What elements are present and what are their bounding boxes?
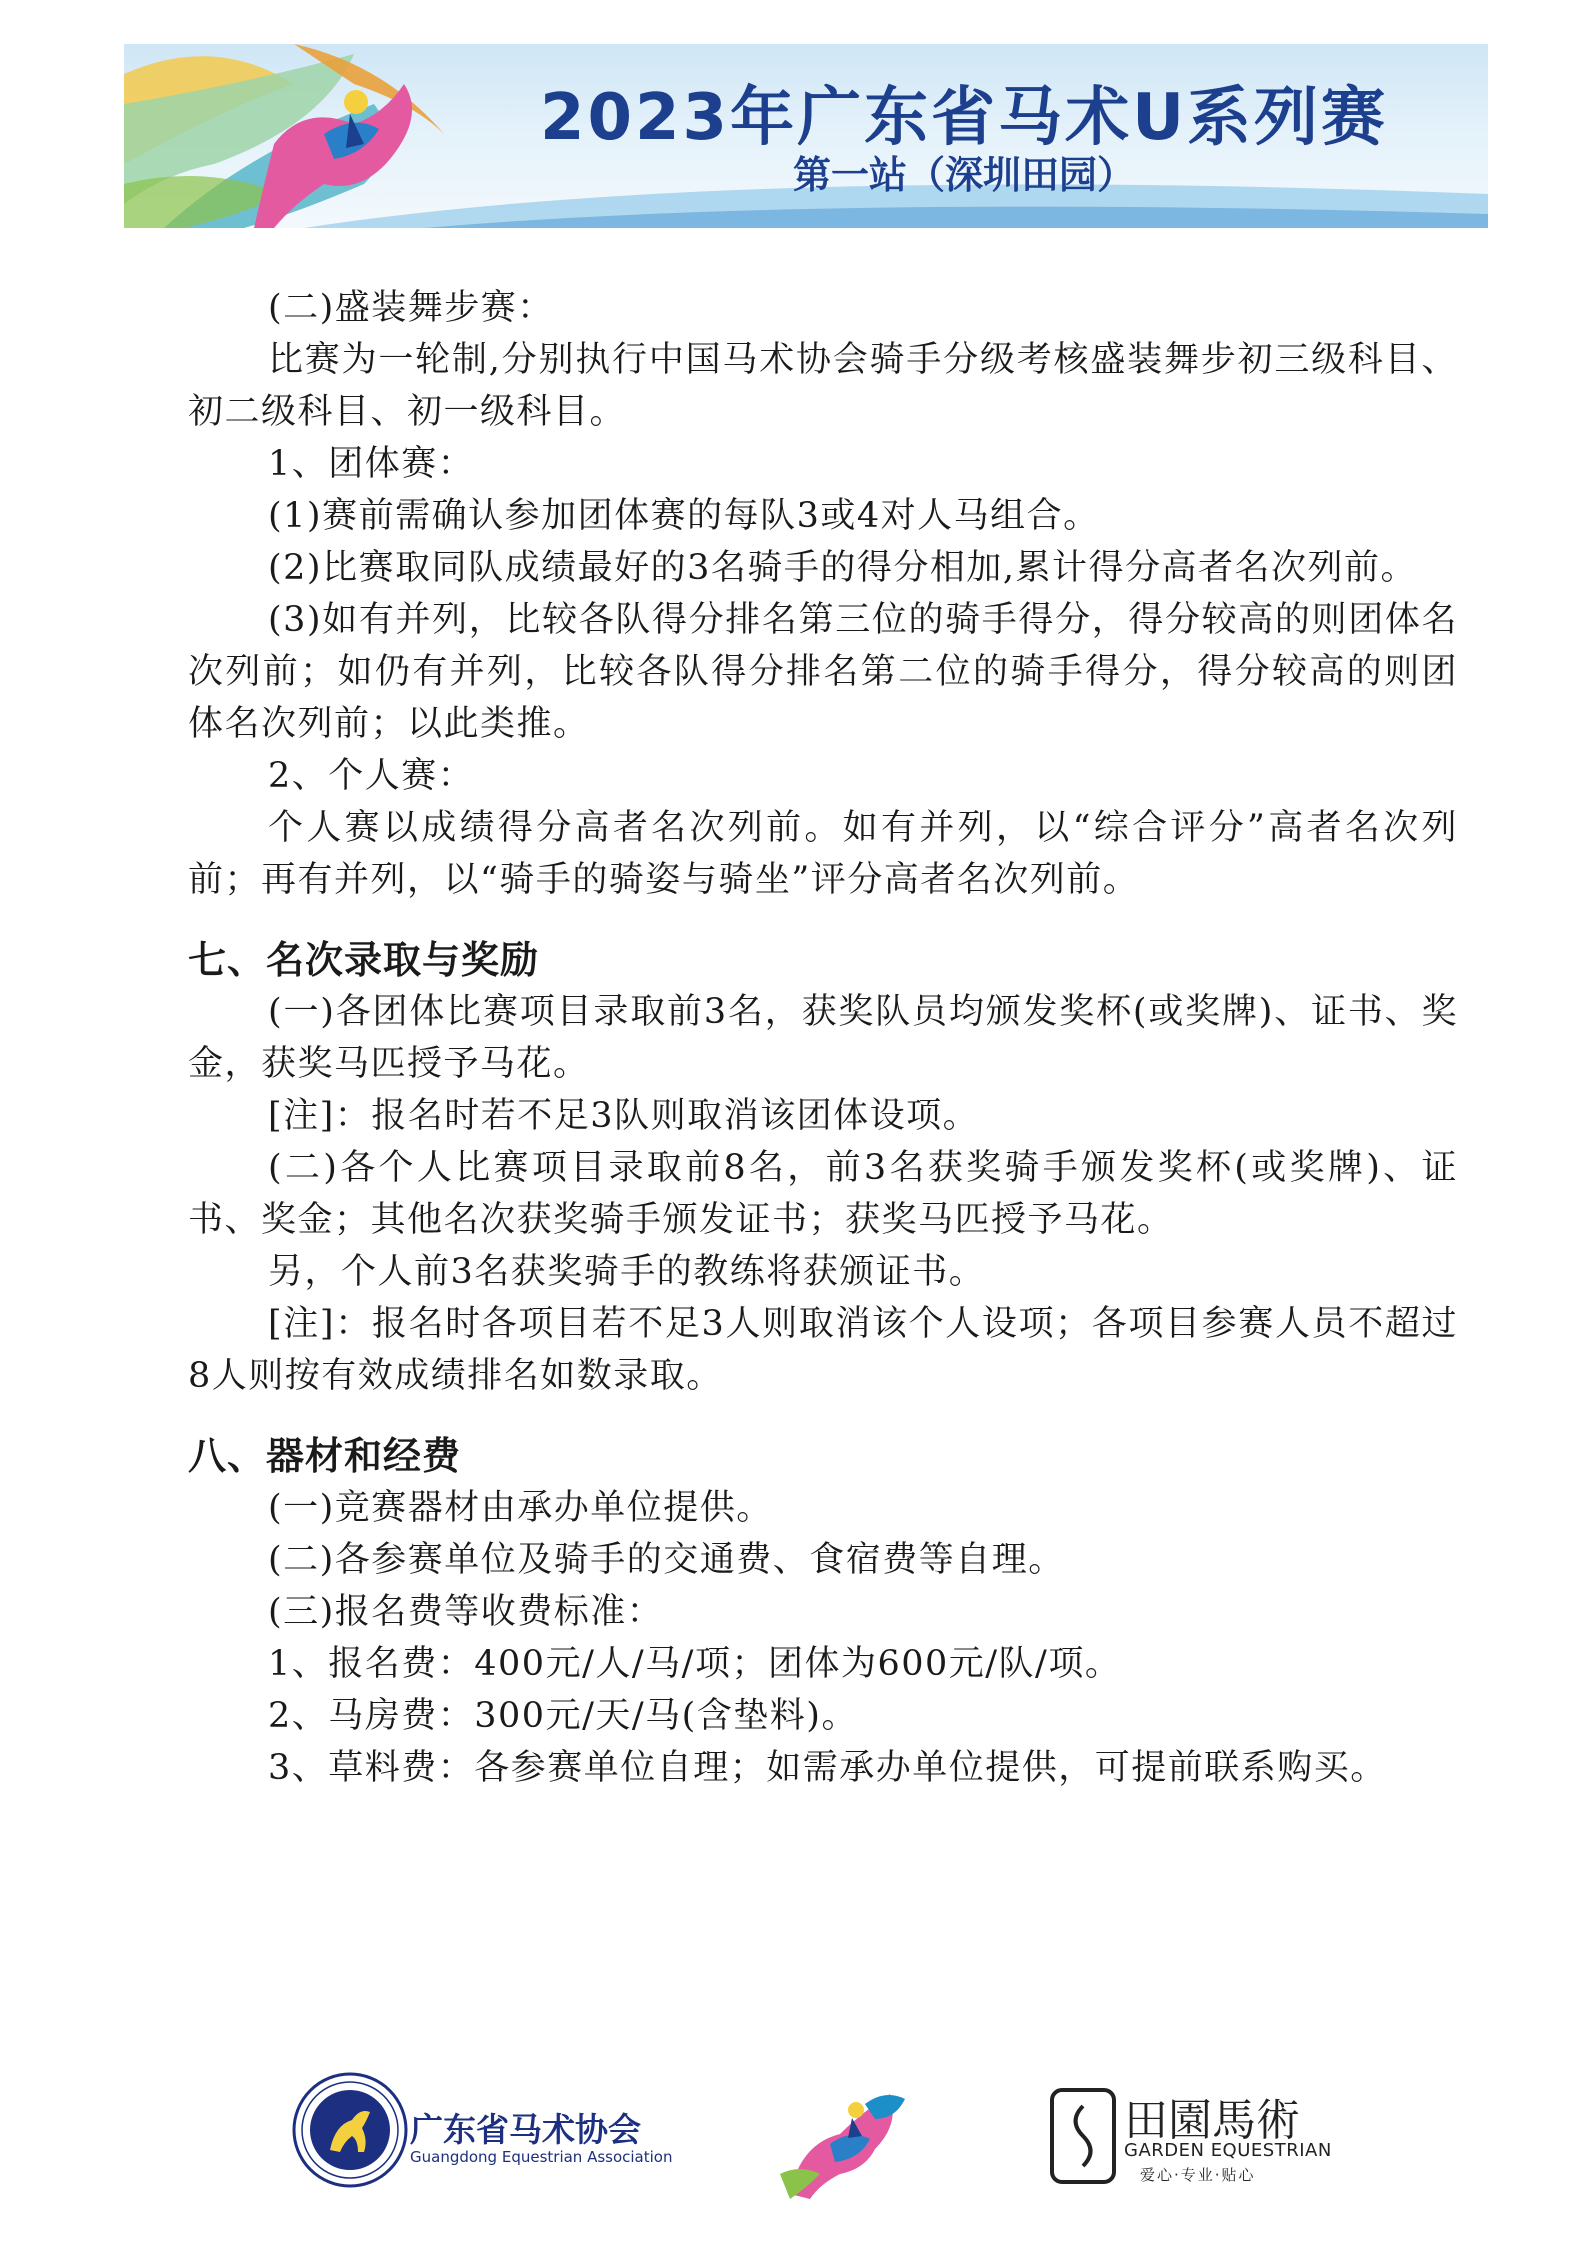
subsection-title-individual: 2、个人赛： <box>268 756 475 796</box>
note: [注]：报名时各项目若不足3人则取消该个人设项；各项目参赛人员不超过8人则按有效成绩排名如数录取。 <box>188 1304 1458 1396</box>
paragraph: (1)赛前需确认参加团体赛的每队3或4对人马组合。 <box>268 496 1100 536</box>
paragraph: (2)比赛取同队成绩最好的3名骑手的得分相加,累计得分高者名次列前。 <box>268 548 1417 588</box>
paragraph: 另，个人前3名获奖骑手的教练将获颁证书。 <box>268 1252 986 1292</box>
note: [注]：报名时若不足3队则取消该团体设项。 <box>268 1096 980 1136</box>
page-subtitle: 第一站（深圳田园） <box>792 152 1135 197</box>
association-name-en: Guangdong Equestrian Association <box>410 2148 673 2166</box>
fee-item: 2、马房费：300元/天/马(含垫料)。 <box>268 1696 858 1736</box>
paragraph: (一)各团体比赛项目录取前3名，获奖队员均颁发奖杯(或奖牌)、证书、奖金，获奖马匹授予马花。 <box>188 992 1458 1084</box>
footer-logos <box>0 2060 1588 2210</box>
subsection-title-team: 1、团体赛： <box>268 444 475 484</box>
fee-item: 1、报名费：400元/人/马/项；团体为600元/队/项。 <box>268 1644 1122 1684</box>
garden-name-cn: 田園馬術 <box>1124 2095 1300 2146</box>
section-title-dressage: (二)盛装舞步赛： <box>268 288 554 328</box>
fee-item: 3、草料费：各参赛单位自理；如需承办单位提供，可提前联系购买。 <box>268 1748 1387 1788</box>
association-name-cn: 广东省马术协会 <box>410 2110 641 2149</box>
section-heading-8: 八、器材和经费 <box>188 1434 462 1478</box>
paragraph: (二)各个人比赛项目录取前8名，前3名获奖骑手颁发奖杯(或奖牌)、证书、奖金；其他名次获奖骑手颁发证书；获奖马匹授予马花。 <box>188 1148 1458 1240</box>
paragraph: (3)如有并列，比较各队得分排名第三位的骑手得分，得分较高的则团体名次列前；如仍有并列，比较各队得分排名第二位的骑手得分，得分较高的则团体名次列前；以此类推。 <box>188 600 1458 744</box>
paragraph: 比赛为一轮制,分别执行中国马术协会骑手分级考核盛装舞步初三级科目、初二级科目、初一级科目。 <box>188 340 1458 432</box>
association-seal-icon <box>290 2070 410 2190</box>
paragraph: (二)各参赛单位及骑手的交通费、食宿费等自理。 <box>268 1540 1065 1580</box>
paragraph: (三)报名费等收费标准： <box>268 1592 664 1632</box>
paragraph: 个人赛以成绩得分高者名次列前。如有并列，以“综合评分”高者名次列前；再有并列，以“骑手的骑姿与骑坐”评分高者名次列前。 <box>188 808 1458 900</box>
document-body <box>188 282 1458 1794</box>
garden-name-en: GARDEN EQUESTRIAN <box>1124 2140 1332 2161</box>
garden-equestrian-mark-icon <box>1048 2086 1118 2186</box>
page-title: 2023年广东省马术U系列赛 <box>539 81 1389 155</box>
header-banner <box>124 44 1488 228</box>
horse-rider-logo-icon <box>770 2074 910 2204</box>
paragraph: (一)竞赛器材由承办单位提供。 <box>268 1488 773 1528</box>
section-heading-7: 七、名次录取与奖励 <box>188 938 540 982</box>
garden-slogan: 爱心·专业·贴心 <box>1140 2166 1256 2184</box>
